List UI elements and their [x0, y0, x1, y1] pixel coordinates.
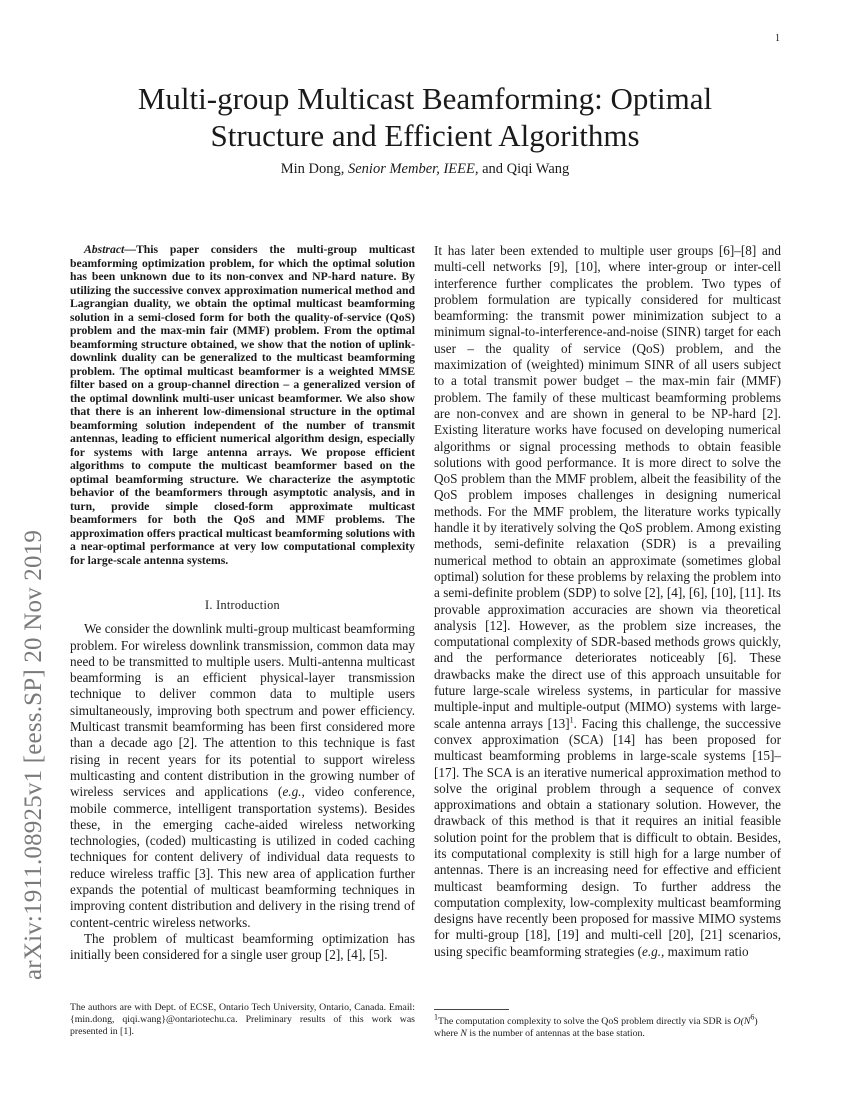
fn-text-a: The computation complexity to solve the QoS problem directly via SDR is	[438, 1016, 734, 1027]
fn-text-c: is the number of antennas at the base station.	[466, 1028, 645, 1039]
title-line-2: Structure and Efficient Algorithms	[210, 118, 640, 153]
var-n: N	[460, 1028, 467, 1039]
footnote-number: 1	[434, 1012, 438, 1022]
intro-p1-text-b: video conference, mobile commerce, intelligent transportation systems). Besides these, in the emerging cache-aided wireless networking technologies, (coded) multicasting is utilized in coded caching techniques for content delivery of individual data requests to reduce wireless traffic [3]. This new area of application further expands the potential of multicast beamforming techniques in improving content distribution and delivery in the rising trend of content-centric wireless networks.	[70, 784, 415, 930]
intro-p1-eg: e.g.,	[282, 784, 305, 800]
left-column	[70, 243, 415, 964]
intro-paragraph-2: The problem of multicast beamforming optimization has initially been considered for a single user group [2], [4], [5].	[70, 930, 415, 963]
right-column-paragraph	[434, 243, 781, 960]
right-eg: e.g.,	[642, 943, 665, 959]
title-line-1: Multi-group Multicast Beamforming: Optimal	[137, 81, 713, 116]
right-text-b: . Facing this challenge, the successive convex approximation (SCA) [14] has been proposed for multicast beamforming problems in large-scale systems [15]–[17]. The SCA is an iterative numerical approximation method to solve the original problem through a sequence of convex approximations and obtain a stationary solution. However, the drawback of this method is that it requires an initial feasible solution point for the problem that is difficult to obtain. Besides, its computational complexity is still high for a large number of antennas. There is an increasing need for effective and efficient multicast beamforming design. To further address the computation complexity, low-complexity multicast beamforming designs have recently been proposed for massive MIMO systems for multi-group [18], [19] and multi-cell [20], [21] scenarios, using specific beamforming strategies (	[434, 715, 781, 959]
paper-title	[70, 80, 780, 154]
author-footnote: The authors are with Dept. of ECSE, Ontario Tech University, Ontario, Canada. Email: {min.dong, qiqi.wang}@ontariotechu.ca. Preliminary results of this work was presented in [1].	[70, 1002, 415, 1037]
author-line	[70, 161, 780, 178]
section-heading-introduction: I. Introduction	[205, 598, 280, 612]
right-text-c: maximum ratio	[664, 943, 749, 959]
intro-paragraph-1	[70, 621, 415, 931]
arxiv-sidebar	[10, 529, 50, 980]
fn-text-b: ) where	[434, 1016, 758, 1039]
right-column	[434, 243, 781, 960]
big-o-symbol: O(N	[733, 1016, 751, 1027]
arxiv-identifier: arXiv:1911.08925v1 [eess.SP] 20 Nov 2019	[20, 529, 47, 980]
author-rest: and Qiqi Wang	[482, 161, 570, 177]
footnote-marker: 1	[569, 715, 574, 725]
complexity-footnote	[434, 1012, 781, 1040]
author-role: Senior Member, IEEE,	[348, 161, 479, 177]
exponent: 6	[750, 1012, 755, 1022]
intro-p1-text-a: We consider the downlink multi-group multicast beamforming problem. For wireless downlink transmission, common data may need to be transmitted to multiple users. Multi-antenna multicast beamforming is an efficient physical-layer transmission technique to deliver common data to multiple users simultaneously, improving both spectrum and power efficiency. Multicast transmit beamforming has been first considered more than a decade ago [2]. The attention to this technique is fast rising in recent years for its potential to support wireless multicasting and content distribution in the growing number of wireless services and applications (	[70, 621, 415, 800]
footnote-rule	[434, 1009, 509, 1010]
abstract	[70, 243, 415, 567]
big-o	[733, 1012, 755, 1027]
abstract-label: Abstract	[84, 243, 125, 256]
abstract-text: —This paper considers the multi-group multicast beamforming optimization problem, for which the optimal solution has been unknown due to its non-convex and NP-hard nature. By utilizing the successive convex approximation numerical method and Lagrangian duality, we obtain the optimal multicast beamforming solution in a semi-closed form for both the quality-of-service (QoS) problem and the max-min fair (MMF) problem. From the optimal beamforming structure obtained, we show that the notion of uplink-downlink duality can be generalized to the multicast beamforming problem. The optimal multicast beamformer is a weighted MMSE filter based on a group-channel direction – a generalized version of the optimal downlink multi-user unicast beamformer. We also show that there is an inherent low-dimensional structure in the optimal beamforming solution independent of the number of transmit antennas, leading to efficient numerical algorithm design, especially for systems with large antenna arrays. We propose efficient algorithms to compute the multicast beamformer based on the optimal beamforming structure. We characterize the asymptotic behavior of the beamformers through asymptotic analysis, and in turn, provide simple closed-form approximate multicast beamformers for both the QoS and MMF problems. The approximation offers practical multicast beamforming solutions with a near-optimal performance at very low computational complexity for large-scale antenna systems.	[70, 243, 415, 567]
author-name-1: Min Dong,	[280, 161, 345, 177]
right-text-a: It has later been extended to multiple user groups [6]–[8] and multi-cell networks [9], [10], where inter-group or inter-cell interference further complicates the problem. Two types of problem formulation are typically considered for multicast beamforming: the transmit power minimization subject to a minimum signal-to-interference-and-noise (SINR) target for each user – the quality of service (QoS) problem, and the maximization of (weighted) minimum SINR of all users subject to a total transmit power budget – the max-min fair (MMF) problem. The family of these multicast beamforming problems are non-convex and are shown in general to be NP-hard [2]. Existing literature works have focused on developing numerical algorithms or signal processing methods to obtain feasible solutions with good performance. It is more direct to solve the QoS problem than the MMF problem, albeit the feasibility of the QoS problem imposes challenges in designing numerical methods. For the MMF problem, the literature works typically handle it by iteratively solving the QoS problem. Among existing methods, semi-definite relaxation (SDR) is a prevailing numerical method to obtain an approximate (sometimes global optimal) solution for these problems by relaxing the problem into a semi-definite problem (SDP) to solve [2], [4], [6], [10], [11]. Its provable approximation accuracies are shown via theoretical analysis [12]. However, as the problem size increases, the computational complexity of SDR-based methods grows quickly, and the performance deteriorates noticeably [6]. These drawbacks make the direct use of this approach unsuitable for future large-scale wireless systems, in particular for massive multiple-input and multiple-output (MIMO) systems with large-scale antenna arrays [13]	[434, 243, 781, 731]
page-number: 1	[775, 33, 780, 44]
